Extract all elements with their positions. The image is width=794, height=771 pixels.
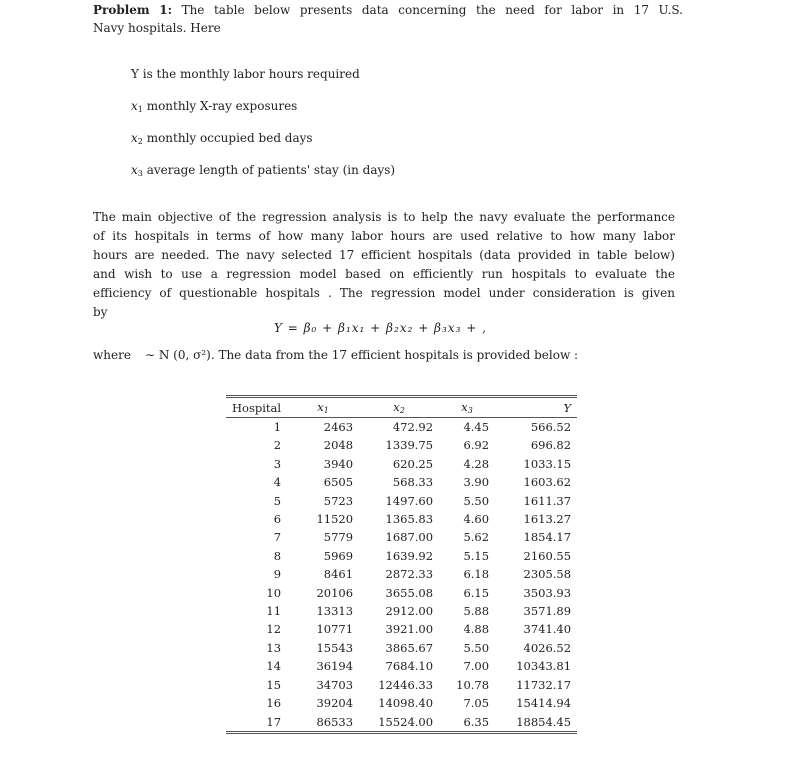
- cell-hospital: 4: [273, 475, 282, 490]
- cell-y: 696.82: [530, 438, 572, 453]
- cell-x3: 5.62: [463, 530, 490, 545]
- table-row: [226, 694, 577, 712]
- distribution-text: ∼ N (0, σ²). The data from the 17 efficient hospitals is provided below :: [145, 348, 579, 362]
- cell-x2: 620.25: [392, 456, 434, 471]
- table-row: [226, 492, 577, 510]
- problem-number: 1:: [159, 3, 172, 17]
- cell-x2: 2912.00: [385, 604, 434, 619]
- cell-y: 1033.15: [523, 456, 572, 471]
- variable-symbol: x: [131, 163, 138, 177]
- cell-x2: 12446.33: [378, 677, 434, 692]
- cell-hospital: 6: [273, 512, 282, 527]
- cell-y: 566.52: [530, 420, 572, 434]
- cell-x1: 11520: [316, 512, 354, 527]
- variable-x3: [131, 162, 395, 194]
- cell-x1: 8461: [323, 567, 354, 582]
- cell-x1: 3940: [323, 456, 354, 471]
- cell-x1: 5969: [323, 548, 354, 563]
- cell-x1: 39204: [316, 696, 354, 711]
- cell-x2: 2872.33: [385, 567, 434, 582]
- variable-text: monthly X-ray exposures: [146, 99, 298, 113]
- table-row: [226, 620, 577, 638]
- cell-y: 1611.37: [523, 493, 572, 508]
- table-row: [226, 473, 577, 491]
- cell-y: 1613.27: [523, 512, 572, 527]
- table-row: [226, 528, 577, 546]
- cell-x2: 3865.67: [385, 640, 434, 655]
- table-row: [226, 602, 577, 620]
- cell-x3: 3.90: [463, 475, 490, 490]
- cell-hospital: 10: [266, 585, 282, 600]
- cell-x1: 86533: [287, 713, 359, 733]
- hospital-data-table: [226, 395, 577, 734]
- intro-line-1: [93, 1, 683, 19]
- table-row: [226, 510, 577, 528]
- intro-line-2: Navy hospitals. Here: [93, 21, 221, 35]
- cell-hospital: 3: [273, 456, 282, 471]
- cell-x2: 472.92: [392, 420, 434, 434]
- cell-hospital: 9: [273, 567, 282, 582]
- header-x2: $x_2$: [359, 397, 439, 418]
- table-body: [226, 418, 577, 733]
- cell-hospital: 12: [266, 622, 282, 637]
- cell-y: 4026.52: [523, 640, 572, 655]
- cell-x3: 6.15: [463, 585, 490, 600]
- variable-x1: [131, 98, 395, 130]
- header-x1: $x_1$: [287, 397, 359, 418]
- cell-x1: 2048: [323, 438, 354, 453]
- cell-x1: 5723: [323, 493, 354, 508]
- paragraph-line: of its hospitals in terms of how many labor hours are used relative to how many labor: [93, 229, 675, 243]
- regression-equation: Y = β₀ + β₁x₁ + β₂x₂ + β₃x₃ + ,: [274, 321, 487, 335]
- cell-x3: 6.92: [463, 438, 490, 453]
- cell-x3: 10.78: [456, 677, 490, 692]
- intro-text-1: The table below presents data concerning the need for labor in 17 U.S.: [181, 3, 683, 17]
- cell-hospital: 14: [266, 659, 282, 674]
- cell-x3: 4.60: [463, 512, 490, 527]
- paragraph-line: efficiency of questionable hospitals . The regression model under consideration is given: [93, 286, 675, 300]
- variable-subscript: 2: [137, 137, 143, 146]
- cell-x1: 5779: [323, 530, 354, 545]
- cell-x1: 36194: [316, 659, 354, 674]
- cell-hospital: 16: [266, 696, 282, 711]
- table-row: [226, 418, 577, 437]
- problem-label: Problem: [93, 3, 150, 17]
- cell-y: 3741.40: [523, 622, 572, 637]
- cell-x3: 6.18: [463, 567, 490, 582]
- cell-x1: 6505: [323, 475, 354, 490]
- cell-y: 10343.81: [516, 659, 572, 674]
- table-row: [226, 565, 577, 583]
- cell-hospital: 7: [273, 530, 282, 545]
- variable-text: average length of patients' stay (in days): [146, 163, 396, 177]
- objective-paragraph: [93, 208, 675, 322]
- cell-x2: 1639.92: [385, 548, 434, 563]
- cell-y: 2305.58: [523, 567, 572, 582]
- variable-subscript: 1: [137, 105, 143, 114]
- header-hospital: Hospital: [226, 397, 287, 418]
- paragraph-line: hours are needed. The navy selected 17 efficient hospitals (data provided in table below): [93, 248, 675, 262]
- variable-x2: [131, 130, 395, 162]
- table-row: [226, 676, 577, 694]
- header-y: Y: [495, 397, 577, 418]
- cell-hospital: 8: [273, 548, 282, 563]
- cell-y: 3503.93: [523, 585, 572, 600]
- variable-definitions: [131, 66, 395, 194]
- paragraph-line: and wish to use a regression model based on efficiently run hospitals to evaluate the: [93, 267, 675, 281]
- cell-x2: 1687.00: [385, 530, 434, 545]
- table-row: [226, 584, 577, 602]
- cell-x3: 4.45: [463, 420, 490, 434]
- cell-x3: 5.88: [463, 604, 490, 619]
- cell-x2: 568.33: [392, 475, 434, 490]
- table-row: [226, 436, 577, 454]
- table-row: [226, 639, 577, 657]
- problem-intro: [93, 1, 683, 37]
- table-header-row: [226, 397, 577, 418]
- cell-y: 1854.17: [523, 530, 572, 545]
- cell-y: 2160.55: [523, 548, 572, 563]
- cell-x2: 1497.60: [385, 493, 434, 508]
- cell-y: 1603.62: [523, 475, 572, 490]
- cell-x1: 10771: [316, 622, 354, 637]
- cell-x3: 4.88: [463, 622, 490, 637]
- table-row: [226, 713, 577, 733]
- cell-x1: 2463: [323, 420, 354, 434]
- variable-symbol: x: [131, 131, 138, 145]
- paragraph-line: by: [93, 305, 108, 319]
- cell-x3: 6.35: [439, 713, 495, 733]
- cell-y: 11732.17: [516, 677, 572, 692]
- cell-x2: 3655.08: [385, 585, 434, 600]
- where-word: where: [93, 348, 131, 362]
- table-row: [226, 547, 577, 565]
- cell-hospital: 17: [226, 713, 287, 733]
- variable-text: monthly occupied bed days: [146, 131, 313, 145]
- cell-x2: 3921.00: [385, 622, 434, 637]
- cell-hospital: 2: [273, 438, 282, 453]
- table-row: [226, 657, 577, 675]
- cell-hospital: 13: [266, 640, 282, 655]
- cell-x3: 7.05: [463, 696, 490, 711]
- variable-symbol: x: [131, 99, 138, 113]
- cell-x2: 7684.10: [385, 659, 434, 674]
- cell-x3: 5.50: [463, 493, 490, 508]
- cell-x3: 5.50: [463, 640, 490, 655]
- cell-y: 3571.89: [523, 604, 572, 619]
- table-row: [226, 455, 577, 473]
- cell-y: 15414.94: [516, 696, 572, 711]
- cell-x1: 15543: [316, 640, 354, 655]
- cell-x2: 14098.40: [378, 696, 434, 711]
- cell-hospital: 15: [266, 677, 282, 692]
- cell-x1: 20106: [316, 585, 354, 600]
- cell-x2: 15524.00: [359, 713, 439, 733]
- cell-hospital: 11: [266, 604, 282, 619]
- cell-x2: 1365.83: [385, 512, 434, 527]
- variable-subscript: 3: [137, 169, 143, 178]
- cell-x3: 5.15: [463, 548, 490, 563]
- cell-x1: 34703: [316, 677, 354, 692]
- where-line: [93, 348, 623, 362]
- variable-text: Y is the monthly labor hours required: [131, 67, 360, 81]
- cell-hospital: 5: [273, 493, 282, 508]
- paragraph-line: The main objective of the regression analysis is to help the navy evaluate the performance: [93, 210, 675, 224]
- header-x3: $x_3$: [439, 397, 495, 418]
- cell-x3: 4.28: [463, 456, 490, 471]
- cell-x3: 7.00: [463, 659, 490, 674]
- cell-y: 18854.45: [495, 713, 577, 733]
- cell-x1: 13313: [316, 604, 354, 619]
- variable-y: [131, 66, 395, 98]
- cell-hospital: 1: [273, 420, 282, 434]
- cell-x2: 1339.75: [385, 438, 434, 453]
